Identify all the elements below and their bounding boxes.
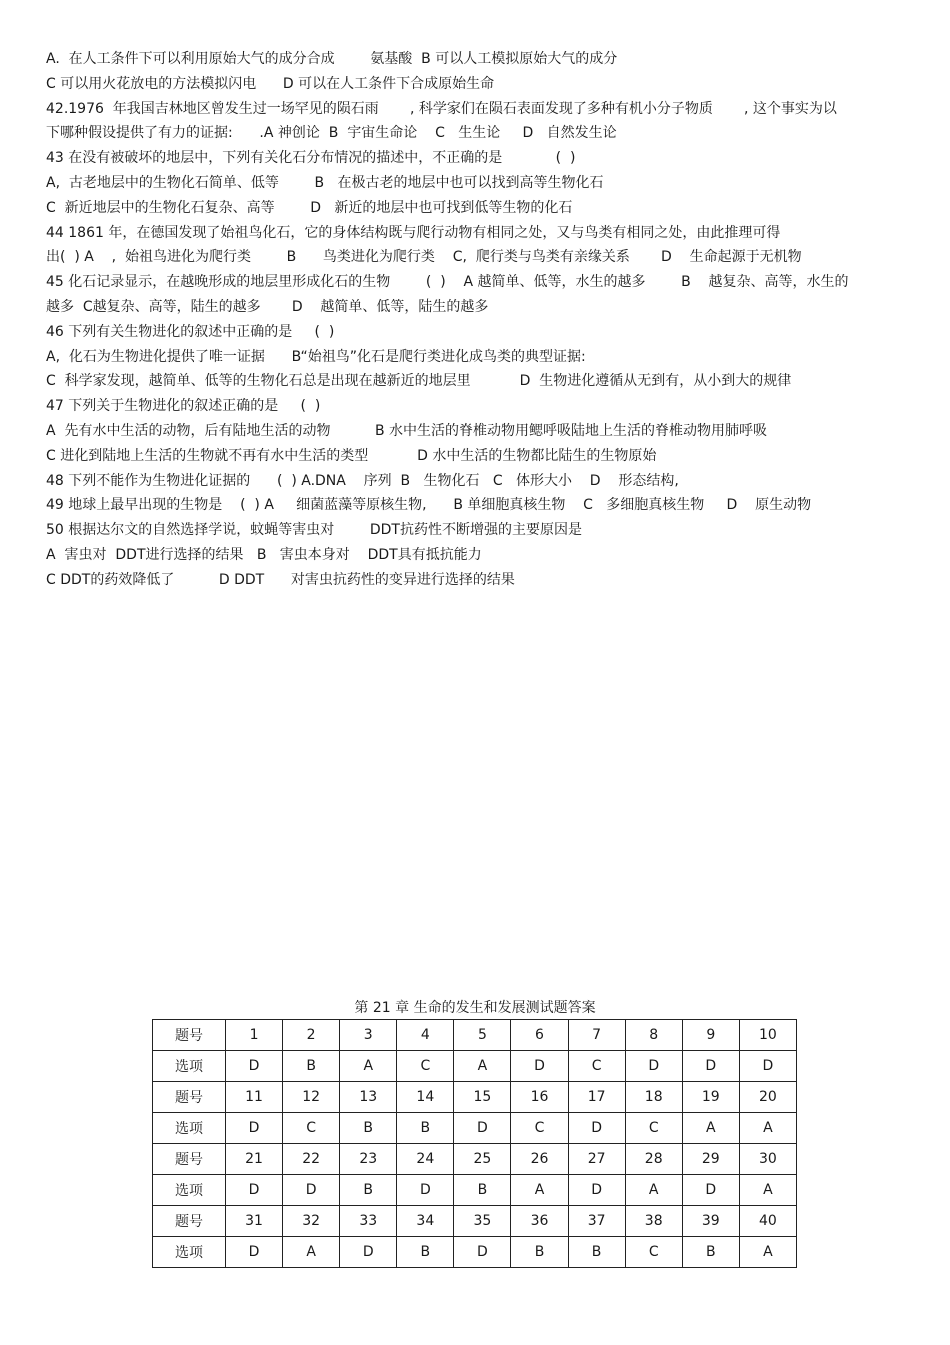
table-cell: 9	[682, 1020, 739, 1051]
text-line: C 进化到陆地上生活的生物就不再有水中生活的类型 D 水中生活的生物都比陆生的生物原始	[46, 447, 657, 464]
table-cell: A	[625, 1175, 682, 1206]
table-cell: 17	[568, 1082, 625, 1113]
table-cell: D	[682, 1175, 739, 1206]
table-row	[153, 1082, 797, 1113]
table-cell: D	[511, 1051, 568, 1082]
row-label: 题号	[153, 1082, 226, 1113]
table-cell: 38	[625, 1206, 682, 1237]
table-cell: B	[568, 1237, 625, 1268]
table-cell: 37	[568, 1206, 625, 1237]
table-cell: A	[454, 1051, 511, 1082]
table-cell: C	[625, 1237, 682, 1268]
table-row	[153, 1237, 797, 1268]
table-cell: A	[739, 1175, 796, 1206]
text-line: A 害虫对 DDT进行选择的结果 B 害虫本身对 DDT具有抵抗能力	[46, 546, 482, 563]
table-cell: C	[283, 1113, 340, 1144]
table-cell: B	[682, 1237, 739, 1268]
table-cell: 33	[340, 1206, 397, 1237]
answer-table-caption: 第 21 章 生命的发生和发展测试题答案	[354, 1000, 596, 1016]
table-cell: 19	[682, 1082, 739, 1113]
table-cell: 20	[739, 1082, 796, 1113]
table-cell: D	[226, 1051, 283, 1082]
table-cell: B	[397, 1113, 454, 1144]
text-line: A. 在人工条件下可以利用原始大气的成分合成 氨基酸 B 可以人工模拟原始大气的成分	[46, 51, 618, 67]
table-cell: D	[568, 1113, 625, 1144]
table-cell: 10	[739, 1020, 796, 1051]
table-cell: 15	[454, 1082, 511, 1113]
table-row	[153, 1175, 797, 1206]
table-row	[153, 1206, 797, 1237]
text-line: 48 下列不能作为生物进化证据的 ( ) A.DNA 序列 B 生物化石 C 体形大小 D 形态结构,	[46, 472, 679, 489]
table-cell: 39	[682, 1206, 739, 1237]
table-cell: 34	[397, 1206, 454, 1237]
table-cell: 12	[283, 1082, 340, 1113]
table-cell: 6	[511, 1020, 568, 1051]
table-cell: 3	[340, 1020, 397, 1051]
table-cell: D	[397, 1175, 454, 1206]
row-label: 题号	[153, 1144, 226, 1175]
table-cell: 8	[625, 1020, 682, 1051]
table-row	[153, 1051, 797, 1082]
table-cell: 22	[283, 1144, 340, 1175]
text-line: A 先有水中生活的动物，后有陆地生活的动物 B 水中生活的脊椎动物用鳃呼吸陆地上生活的脊椎动物用肺呼吸	[46, 422, 768, 439]
table-cell: D	[454, 1237, 511, 1268]
table-cell: D	[625, 1051, 682, 1082]
text-line: 下哪种假设提供了有力的证据: .A 神创论 B 宇宙生命论 C 生生论 D 自然发生论	[46, 125, 617, 142]
table-cell: B	[511, 1237, 568, 1268]
text-line: 47 下列关于生物进化的叙述正确的是 ( )	[46, 398, 321, 415]
table-cell: 23	[340, 1144, 397, 1175]
table-cell: 31	[226, 1206, 283, 1237]
table-cell: 18	[625, 1082, 682, 1113]
row-label: 选项	[153, 1051, 226, 1082]
table-cell: 36	[511, 1206, 568, 1237]
answer-table	[152, 1019, 797, 1268]
table-cell: 1	[226, 1020, 283, 1051]
table-cell: A	[340, 1051, 397, 1082]
table-cell: 7	[568, 1020, 625, 1051]
row-label: 选项	[153, 1175, 226, 1206]
table-cell: B	[454, 1175, 511, 1206]
text-line: 45 化石记录显示，在越晚形成的地层里形成化石的生物 ( ) A 越简单、低等，水生的越多 B 越复杂、高等，水生的	[46, 274, 849, 291]
text-line: 49 地球上最早出现的生物是 ( ) A 细菌蓝藻等原核生物, B 单细胞真核生物 C 多细胞真核生物 D 原生动物	[46, 497, 812, 514]
table-cell: 25	[454, 1144, 511, 1175]
text-line: 50 根据达尔文的自然选择学说，蚊蝇等害虫对 DDT抗药性不断增强的主要原因是	[46, 522, 582, 539]
row-label: 选项	[153, 1237, 226, 1268]
table-cell: 28	[625, 1144, 682, 1175]
table-cell: C	[511, 1113, 568, 1144]
row-label: 题号	[153, 1206, 226, 1237]
table-row	[153, 1113, 797, 1144]
table-cell: 29	[682, 1144, 739, 1175]
table-row	[153, 1144, 797, 1175]
table-cell: 4	[397, 1020, 454, 1051]
table-cell: 16	[511, 1082, 568, 1113]
table-cell: D	[682, 1051, 739, 1082]
table-cell: 35	[454, 1206, 511, 1237]
table-cell: 5	[454, 1020, 511, 1051]
table-cell: A	[283, 1237, 340, 1268]
table-cell: 11	[226, 1082, 283, 1113]
text-line: A, 化石为生物进化提供了唯一证据 B“始祖鸟”化石是爬行类进化成鸟类的典型证据:	[46, 348, 586, 365]
table-cell: 21	[226, 1144, 283, 1175]
text-line: 43 在没有被破坏的地层中，下列有关化石分布情况的描述中，不正确的是 ( )	[46, 150, 576, 167]
row-label: 选项	[153, 1113, 226, 1144]
table-cell: 32	[283, 1206, 340, 1237]
text-line: C 可以用火花放电的方法模拟闪电 D 可以在人工条件下合成原始生命	[46, 75, 495, 92]
table-cell: A	[511, 1175, 568, 1206]
table-cell: B	[397, 1237, 454, 1268]
text-line: 44 1861 年，在德国发现了始祖鸟化石，它的身体结构既与爬行动物有相同之处，又与鸟类有相同之处，由此推理可得	[46, 224, 781, 241]
table-cell: 26	[511, 1144, 568, 1175]
text-line: 42.1976 年我国吉林地区曾发生过一场罕见的陨石雨 , 科学家们在陨石表面发现了多种有机小分子物质 , 这个事实为以	[46, 100, 837, 117]
text-line: 46 下列有关生物进化的叙述中正确的是 ( )	[46, 323, 335, 340]
table-cell: 30	[739, 1144, 796, 1175]
table-cell: D	[340, 1237, 397, 1268]
table-cell: D	[568, 1175, 625, 1206]
text-line: 出( ) A , 始祖鸟进化为爬行类 B 鸟类进化为爬行类 C, 爬行类与鸟类有亲缘关系 D 生命起源于无机物	[46, 249, 802, 266]
table-cell: 24	[397, 1144, 454, 1175]
text-line: 越多 C越复杂、高等，陆生的越多 D 越简单、低等，陆生的越多	[46, 298, 489, 315]
table-cell: 27	[568, 1144, 625, 1175]
table-cell: B	[283, 1051, 340, 1082]
table-cell: C	[625, 1113, 682, 1144]
table-cell: 40	[739, 1206, 796, 1237]
table-cell: D	[283, 1175, 340, 1206]
text-line: A, 古老地层中的生物化石简单、低等 B 在极古老的地层中也可以找到高等生物化石	[46, 174, 604, 191]
text-line: C 新近地层中的生物化石复杂、高等 D 新近的地层中也可找到低等生物的化石	[46, 199, 573, 216]
table-cell: D	[226, 1237, 283, 1268]
table-cell: C	[568, 1051, 625, 1082]
row-label: 题号	[153, 1020, 226, 1051]
table-cell: B	[340, 1113, 397, 1144]
table-cell: D	[226, 1113, 283, 1144]
table-cell: 14	[397, 1082, 454, 1113]
table-cell: A	[739, 1113, 796, 1144]
table-cell: 2	[283, 1020, 340, 1051]
table-cell: A	[739, 1237, 796, 1268]
question-text	[46, 47, 896, 593]
table-cell: C	[397, 1051, 454, 1082]
text-line: C DDT的药效降低了 D DDT 对害虫抗药性的变异进行选择的结果	[46, 571, 515, 588]
table-cell: D	[739, 1051, 796, 1082]
table-cell: 13	[340, 1082, 397, 1113]
table-cell: D	[226, 1175, 283, 1206]
text-line: C 科学家发现，越简单、低等的生物化石总是出现在越新近的地层里 D 生物进化遵循从无到有，从小到大的规律	[46, 373, 792, 390]
table-cell: A	[682, 1113, 739, 1144]
table-cell: D	[454, 1113, 511, 1144]
table-row	[153, 1020, 797, 1051]
table-cell: B	[340, 1175, 397, 1206]
